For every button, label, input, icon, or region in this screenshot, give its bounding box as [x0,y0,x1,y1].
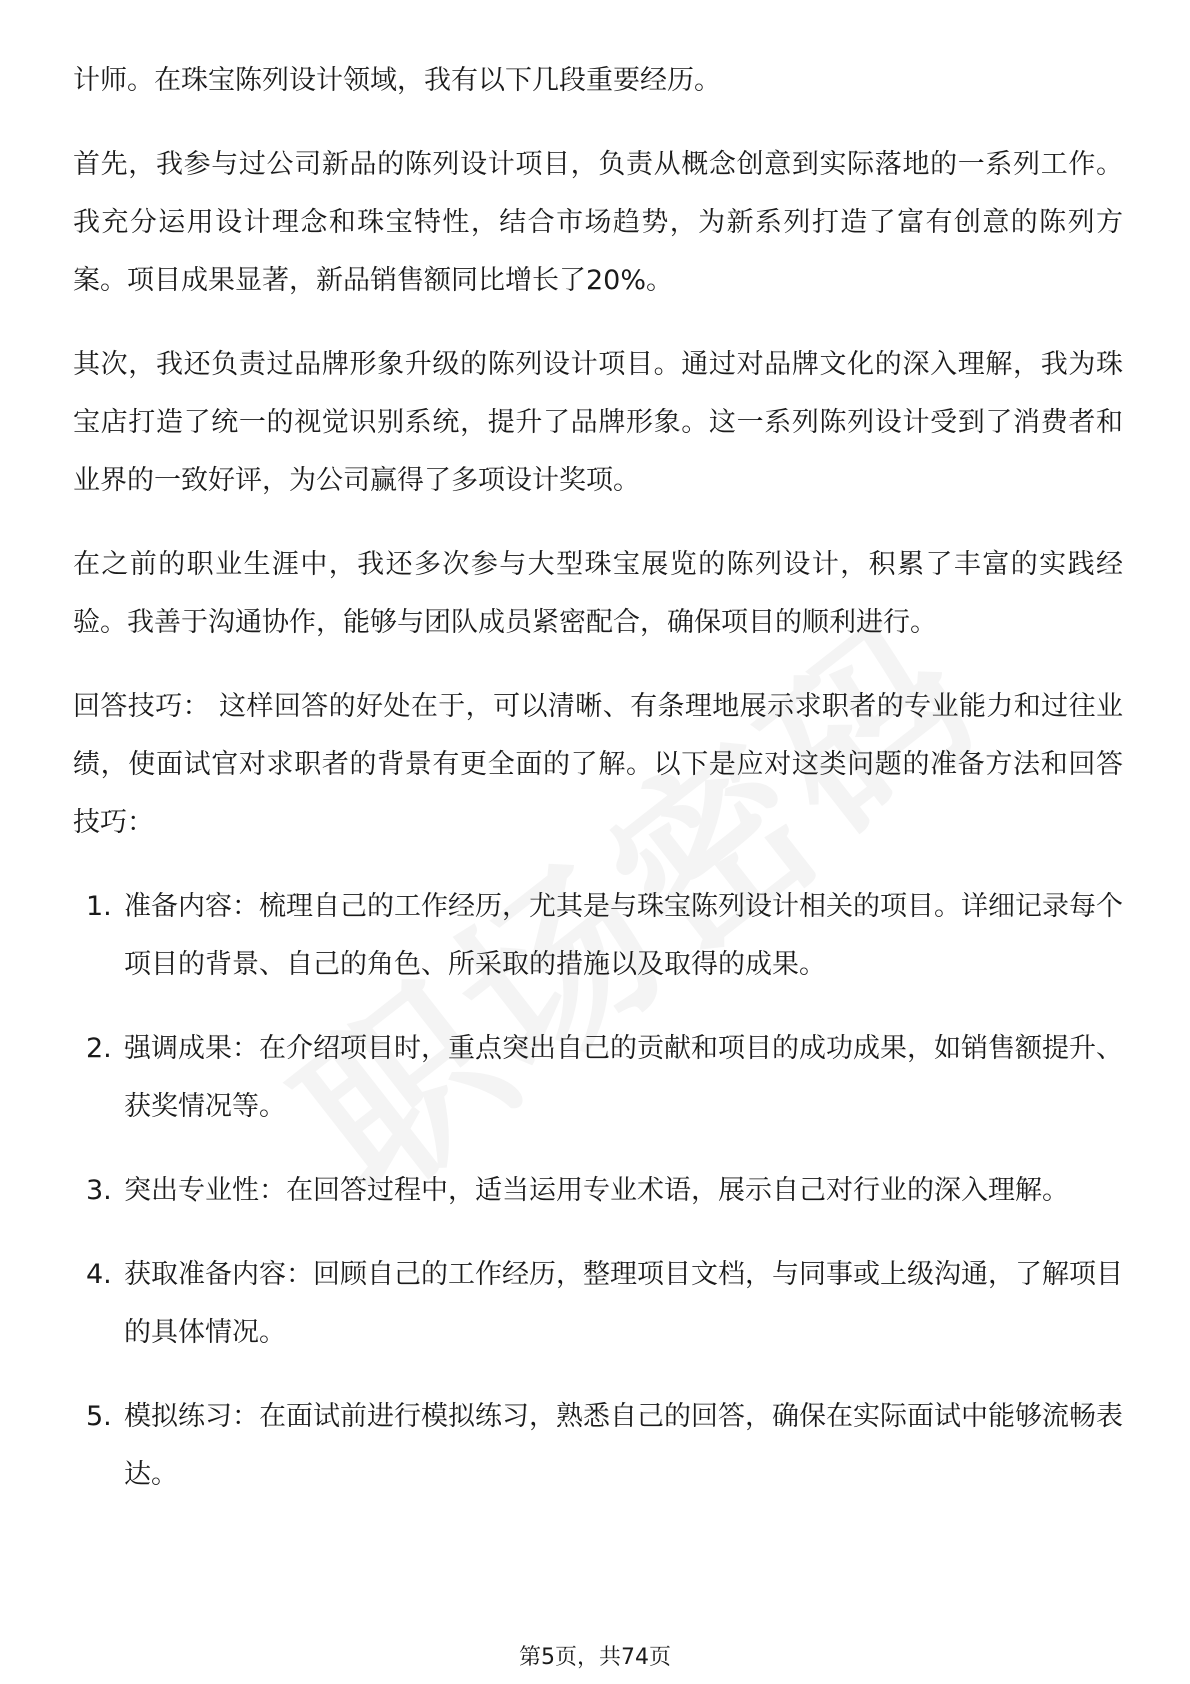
page-content [73,52,1123,1530]
paragraph-second-project: 其次，我还负责过品牌形象升级的陈列设计项目。通过对品牌文化的深入理解，我为珠宝店打造了统一的视觉识别系统，提升了品牌形象。这一系列陈列设计受到了消费者和业界的一致好评，为公司赢得了多项设计奖项。 [73,349,1123,496]
list-item [73,1162,1123,1220]
paragraph-first-project: 首先，我参与过公司新品的陈列设计项目，负责从概念创意到实际落地的一系列工作。我充分运用设计理念和珠宝特性，结合市场趋势，为新系列打造了富有创意的陈列方案。项目成果显著，新品销售额同比增长了20%。 [73,149,1123,296]
list-item-number: 5. [86,1401,112,1432]
list-item-text: 准备内容：梳理自己的工作经历，尤其是与珠宝陈列设计相关的项目。详细记录每个项目的背景、自己的角色、所采取的措施以及取得的成果。 [124,891,1123,980]
list-item-number: 3. [86,1175,112,1206]
list-item [73,1246,1123,1362]
list-item [73,1388,1123,1504]
list-item-number: 1. [86,891,112,922]
paragraph-career-experience: 在之前的职业生涯中，我还多次参与大型珠宝展览的陈列设计，积累了丰富的实践经验。我善于沟通协作，能够与团队成员紧密配合，确保项目的顺利进行。 [73,549,1123,638]
list-item-text: 获取准备内容：回顾自己的工作经历，整理项目文档，与同事或上级沟通，了解项目的具体情况。 [124,1259,1123,1348]
paragraph-answer-tips: 回答技巧： 这样回答的好处在于，可以清晰、有条理地展示求职者的专业能力和过往业绩，使面试官对求职者的背景有更全面的了解。以下是应对这类问题的准备方法和回答技巧： [73,691,1123,838]
page-number-footer: 第5页，共74页 [519,1645,671,1670]
tips-list [73,878,1123,1504]
list-item-number: 4. [86,1259,112,1290]
list-item-text: 突出专业性：在回答过程中，适当运用专业术语，展示自己对行业的深入理解。 [124,1175,1069,1206]
paragraph-intro: 计师。在珠宝陈列设计领域，我有以下几段重要经历。 [73,65,721,96]
list-item [73,878,1123,994]
list-item-text: 模拟练习：在面试前进行模拟练习，熟悉自己的回答，确保在实际面试中能够流畅表达。 [124,1401,1123,1490]
list-item-text: 强调成果：在介绍项目时，重点突出自己的贡献和项目的成功成果，如销售额提升、获奖情况等。 [124,1033,1123,1122]
list-item [73,1020,1123,1136]
list-item-number: 2. [86,1033,112,1064]
